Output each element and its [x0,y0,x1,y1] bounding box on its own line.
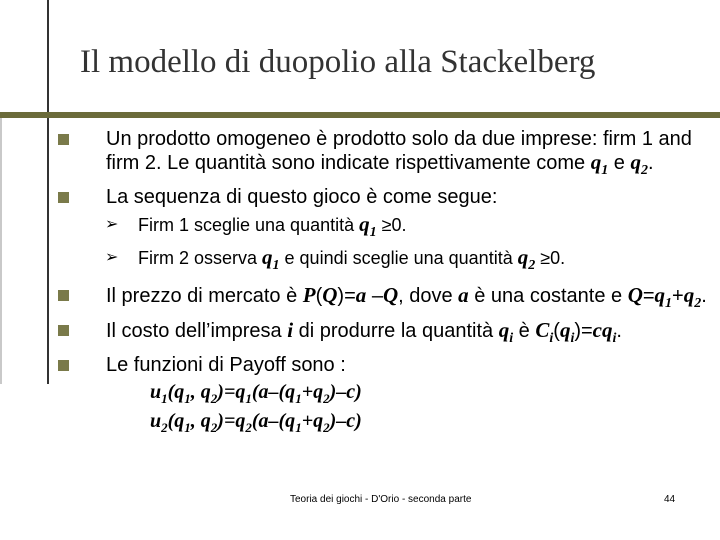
sub-bullet-list [58,213,708,277]
slide-title: Il modello di duopolio alla Stackelberg [80,44,596,80]
left-vertical-rule [47,0,49,384]
bullet-5-text: Le funzioni di Payoff sono : [106,353,346,376]
footer-text: Teoria dei giochi - D'Orio - seconda parte [290,494,472,505]
bullet-4 [58,319,708,350]
sub-bullet-2 [58,246,708,277]
arrow-bullet-icon: ➢ [105,216,119,234]
square-bullet-icon [58,290,69,301]
slide-body [58,128,708,439]
square-bullet-icon [58,360,69,371]
bullet-5 [58,354,708,377]
arrow-bullet-icon: ➢ [105,249,119,267]
bullet-1 [58,128,708,182]
bullet-1-text: Un prodotto omogeneo è prodotto solo da due imprese: firm 1 and firm 2. Le quantità sono indicate rispettivamente come $q_1$ e $q_2$. [106,128,692,179]
bullet-2 [58,186,708,209]
sub-bullet-1-text: Firm 1 sceglie una quantità $q_1 \ge 0$. [138,212,407,241]
payoff-formula-1: $u_1(q_1$, $q_2)=q_1(a-(q_1+q_2)-c)$ [150,380,362,406]
bullet-2-text: La sequenza di questo gioco è come segue: [106,186,498,209]
page-number: 44 [664,494,676,505]
square-bullet-icon [58,134,69,145]
bullet-3-text: Il prezzo di mercato è P(Q)=a –Q, dove a è una costante e $Q=q_1+q_2$. [106,282,707,311]
sub-bullet-2-text: Firm 2 osserva $q_1$ e quindi sceglie una quantità $q_2 \ge 0$. [138,245,566,274]
bullet-3 [58,284,708,315]
title-underline-bar [0,112,720,118]
payoff-formula-2: $u_2(q_1$, $q_2)=q_2(a-(q_1+q_2)-c)$ [150,409,362,435]
sub-bullet-1 [58,213,708,244]
left-gray-strip [0,118,2,384]
square-bullet-icon [58,325,69,336]
bullet-4-text: Il costo dell’impresa i di produrre la quantità $q_i$ è $C_i(q_i)=cq_i$. [106,317,622,346]
square-bullet-icon [58,192,69,203]
